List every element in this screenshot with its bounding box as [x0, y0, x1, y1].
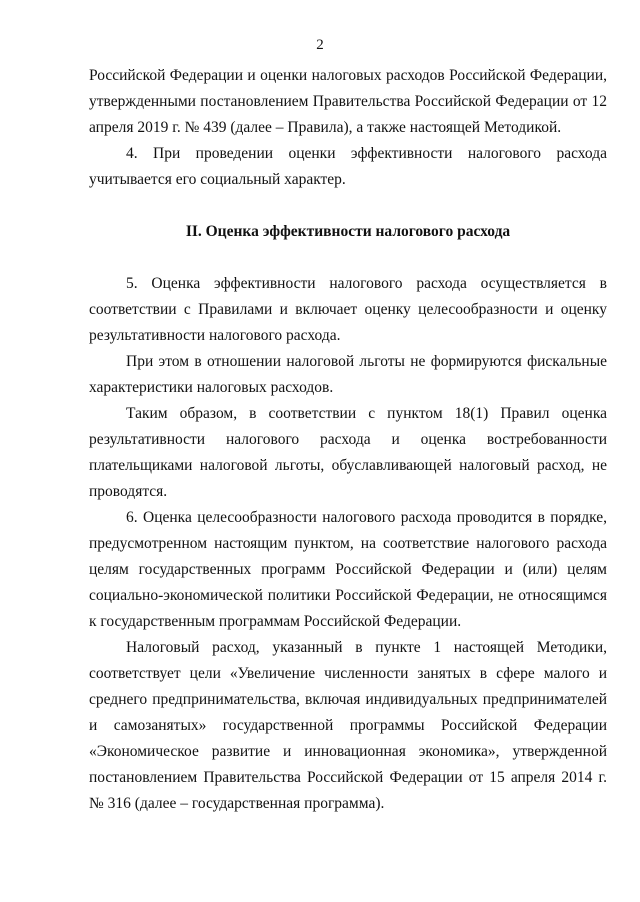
paragraph-5: 5. Оценка эффективности налогового расхода осуществляется в соответствии с Правилами и включает оценку целесообразности и оценку результативности налогового расхода.: [89, 275, 607, 344]
paragraph-continuation: Российской Федерации и оценки налоговых расходов Российской Федерации, утвержденными постановлением Правительства Российской Федерации от 12 апреля 2019 г. № 439 (далее – Правила), а также настоящей Методикой.: [89, 67, 607, 136]
paragraph-5-conclusion: Таким образом, в соответствии с пунктом 18(1) Правил оценка результативности налогового расхода и оценка востребованности плательщиками налоговой льготы, обуславливающей налоговый расход, не проводятся.: [89, 405, 607, 500]
section-heading: II. Оценка эффективности налогового расхода: [185, 223, 511, 240]
paragraph-4: 4. При проведении оценки эффективности налогового расхода учитывается его социальный характер.: [89, 145, 607, 188]
paragraph-6-goal: Налоговый расход, указанный в пункте 1 настоящей Методики, соответствует цели «Увеличение численности занятых в сфере малого и среднего предпринимательства, включая индивидуальных предпринимателей и самозанятых» государственной программы Российской Федерации «Экономическое развитие и инновационная экономика», утвержденной постановлением Правительства Российской Федерации от 15 апреля 2014 г. № 316 (далее – государственная программа).: [89, 639, 607, 812]
page-number: 2: [316, 37, 324, 53]
document-body: [89, 63, 607, 817]
paragraph-5-fiscal: При этом в отношении налоговой льготы не формируются фискальные характеристики налоговых расходов.: [89, 353, 607, 396]
paragraph-6: 6. Оценка целесообразности налогового расхода проводится в порядке, предусмотренном настоящим пунктом, на соответствие налогового расхода целям государственных программ Российской Федерации и (или) целям социально-экономической политики Российской Федерации, не относящимся к государственным программам Российской Федерации.: [89, 509, 607, 630]
